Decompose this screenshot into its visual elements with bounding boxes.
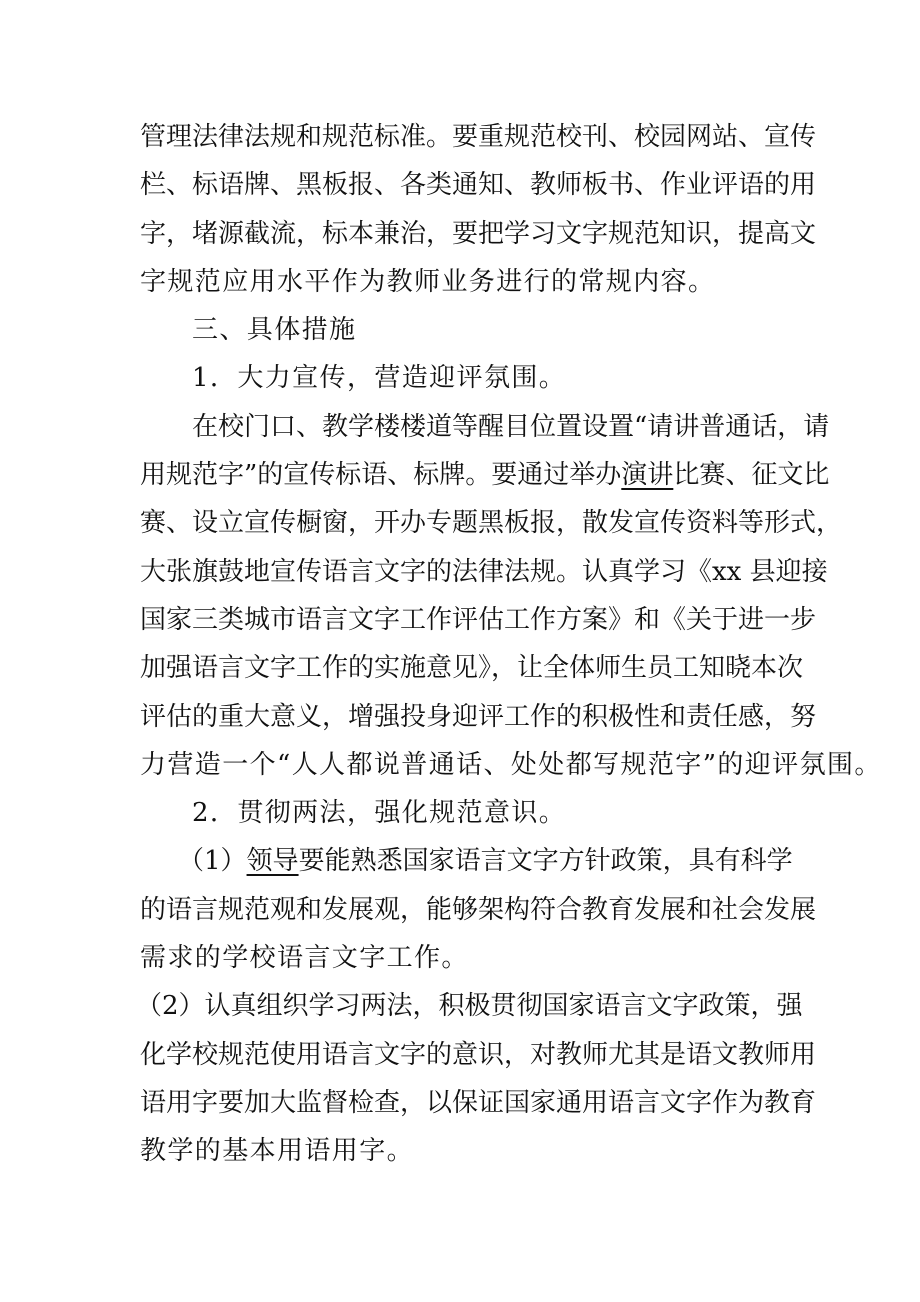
subsection-heading: 1．大力宣传，营造迎评氛围。	[192, 363, 567, 394]
paragraph-line: 力营造一个“人人都说普通话、处处都写规范字”的迎评氛围。	[140, 749, 882, 780]
paragraph-line: 管理法律法规和规范标准。要重规范校刊、校园网站、宣传	[140, 122, 817, 152]
paragraph-line: 赛、设立宣传橱窗，开办专题黑板报，散发宣传资料等形式，	[140, 508, 843, 539]
paragraph-line: 化学校规范使用语言文字的意识，对教师尤其是语文教师用	[140, 1039, 817, 1070]
paragraph-line: 评估的重大意义，增强投身迎评工作的积极性和责任感，努	[140, 701, 817, 732]
paragraph-line	[140, 837, 793, 885]
subsection-heading: 2．贯彻两法，强化规范意识。	[192, 798, 567, 829]
underlined-word: 演讲	[621, 460, 674, 491]
text-segment: 要能熟悉国家语言文字方针政策，具有科学	[298, 846, 793, 877]
paragraph-line: 栏、标语牌、黑板报、各类通知、教师板书、作业评语的用	[140, 170, 817, 201]
paragraph-line: 语用字要加大监督检查，以保证国家通用语言文字作为教育	[140, 1087, 817, 1118]
section-heading: 三、具体措施	[192, 315, 357, 346]
document-body	[136, 113, 882, 1176]
text-segment: （1）	[178, 846, 247, 877]
paragraph-line: 字，堵源截流，标本兼治，要把学习文字规范知识，提高文	[140, 218, 817, 249]
paragraph-line: 大张旗鼓地宣传语言文字的法律法规。认真学习《xx 县迎接	[140, 556, 828, 587]
text-segment: 比赛、征文比	[673, 460, 830, 491]
underlined-word: 领导	[246, 846, 299, 877]
paragraph-line: 字规范应用水平作为教师业务进行的常规内容。	[140, 266, 716, 297]
paragraph-line: 教学的基本用语用字。	[140, 1136, 415, 1167]
paragraph-line: 需求的学校语言文字工作。	[140, 943, 469, 974]
text-segment: 用规范字”的宣传标语、标牌。要通过举办	[140, 460, 622, 491]
paragraph-line: 在校门口、教学楼楼道等醒目位置设置“请讲普通话，请	[192, 411, 830, 442]
paragraph-line	[140, 451, 830, 499]
paragraph-line: （2）认真组织学习两法，积极贯彻国家语言文字政策，强	[136, 991, 803, 1022]
paragraph-line: 的语言规范观和发展观，能够架构符合教育发展和社会发展	[140, 894, 817, 925]
paragraph-line: 国家三类城市语言文字工作评估工作方案》和《关于进一步	[140, 604, 817, 635]
paragraph-line: 加强语言文字工作的实施意见》，让全体师生员工知晓本次	[140, 653, 804, 684]
